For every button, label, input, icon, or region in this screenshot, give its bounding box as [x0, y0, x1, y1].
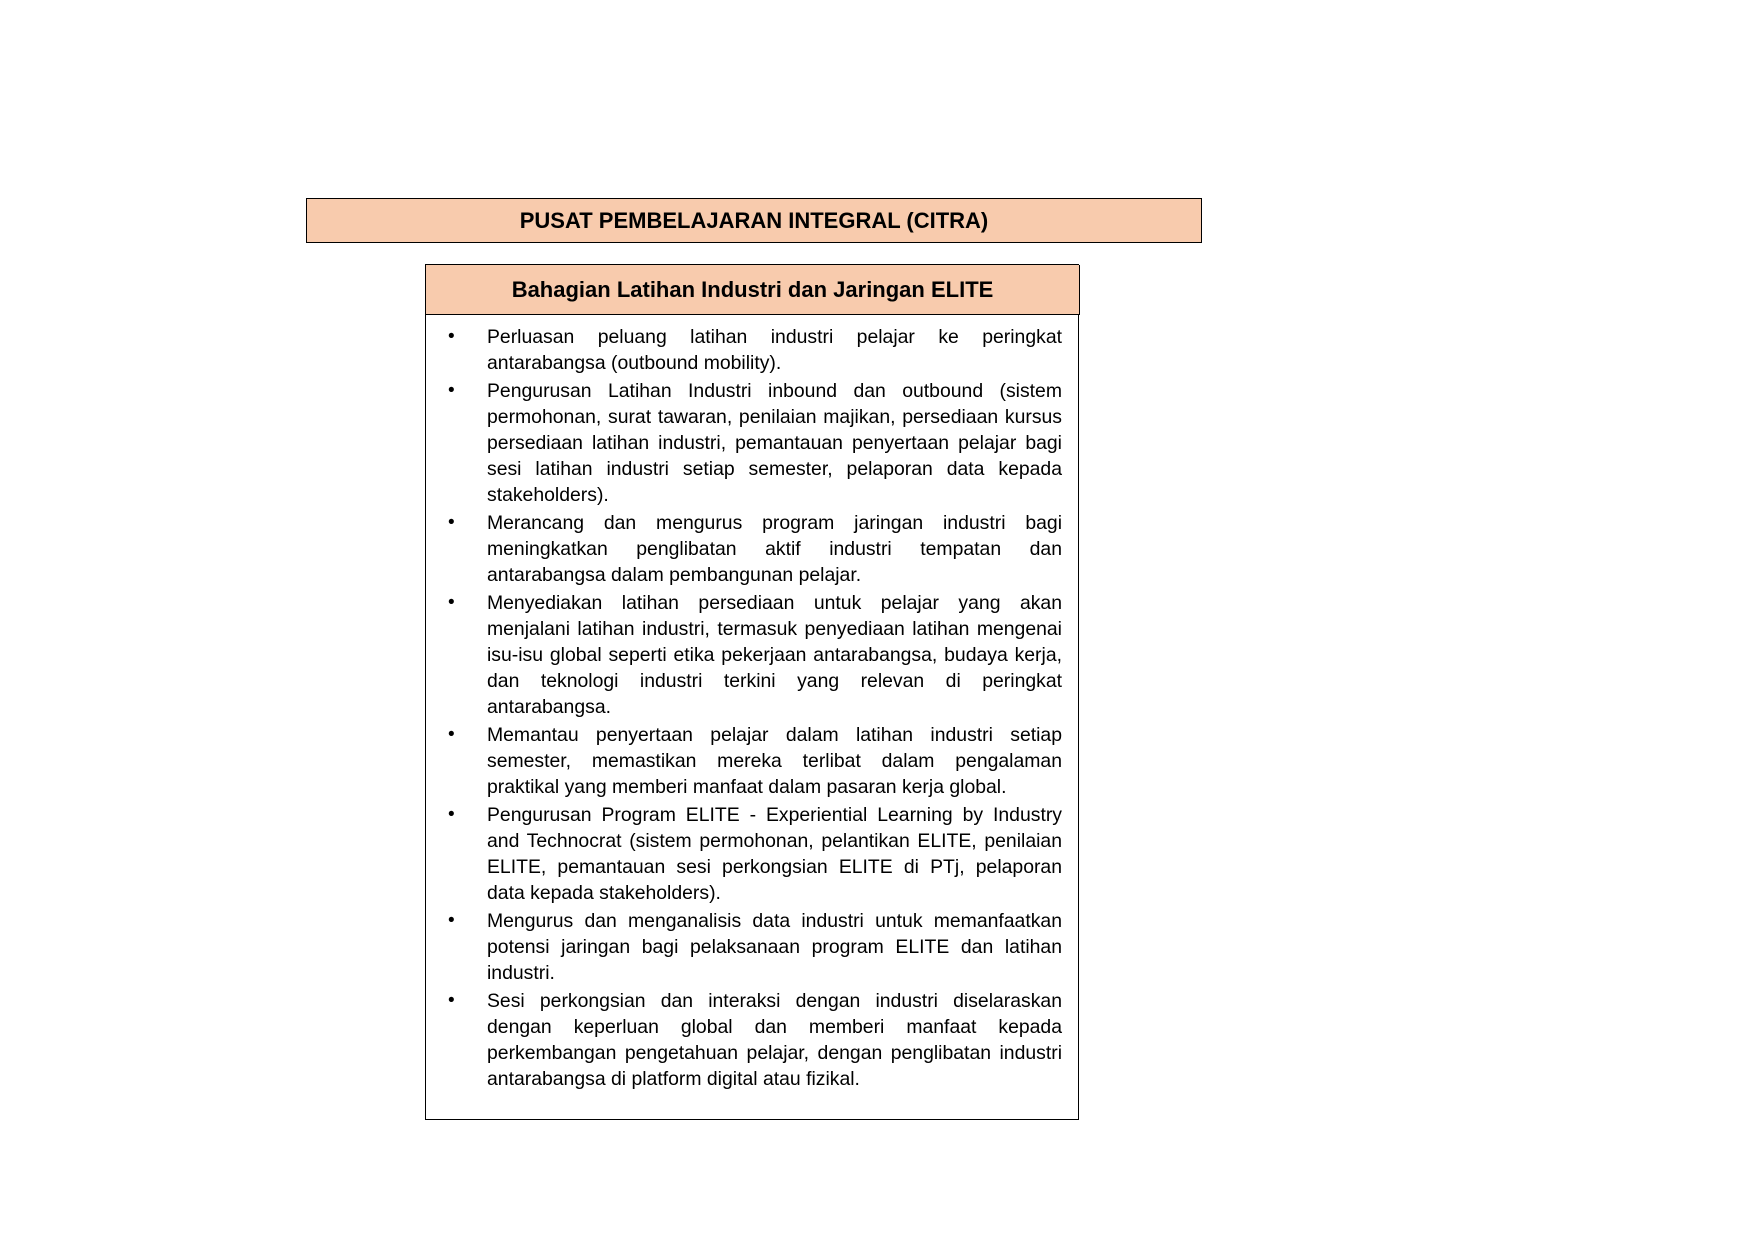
bullet-icon: • [448, 910, 455, 931]
bullet-icon: • [448, 592, 455, 613]
list-item [426, 722, 1062, 800]
section-box [425, 264, 1079, 1120]
list-item [426, 510, 1062, 588]
duty-list [426, 315, 1078, 1092]
list-item [426, 908, 1062, 986]
list-item [426, 324, 1062, 376]
bullet-icon: • [448, 724, 455, 745]
section-header [426, 265, 1080, 315]
bullet-icon: • [448, 512, 455, 533]
bullet-icon: • [448, 380, 455, 401]
list-item-text: Pengurusan Program ELITE - Experiential Learning by Industry and Technocrat (sistem permohonan, pelantikan ELITE, penilaian ELITE, pemantauan sesi perkongsian ELITE di PTj, pelaporan data kepada stakeholders). [487, 804, 1062, 904]
list-item [426, 378, 1062, 508]
bullet-icon: • [448, 326, 455, 347]
list-item [426, 802, 1062, 906]
list-item-text: Sesi perkongsian dan interaksi dengan industri diselaraskan dengan keperluan global dan memberi manfaat kepada perkembangan pengetahuan pelajar, dengan penglibatan industri antarabangsa di platform digital atau fizikal. [487, 990, 1062, 1090]
main-header-title: PUSAT PEMBELAJARAN INTEGRAL (CITRA) [519, 207, 989, 233]
list-item-text: Merancang dan mengurus program jaringan industri bagi meningkatkan penglibatan aktif industri tempatan dan antarabangsa dalam pembangunan pelajar. [487, 512, 1062, 586]
list-item-text: Pengurusan Latihan Industri inbound dan outbound (sistem permohonan, surat tawaran, penilaian majikan, persediaan kursus persediaan latihan industri, pemantauan penyertaan pelajar bagi sesi latihan industri setiap semester, pelaporan data kepada stakeholders). [487, 380, 1062, 506]
main-header [306, 198, 1202, 243]
list-item [426, 988, 1062, 1092]
list-item-text: Menyediakan latihan persediaan untuk pelajar yang akan menjalani latihan industri, termasuk penyediaan latihan mengenai isu-isu global seperti etika pekerjaan antarabangsa, budaya kerja, dan teknologi industri terkini yang relevan di peringkat antarabangsa. [487, 592, 1062, 718]
list-item-text: Memantau penyertaan pelajar dalam latihan industri setiap semester, memastikan mereka terlibat dalam pengalaman praktikal yang memberi manfaat dalam pasaran kerja global. [487, 724, 1062, 798]
bullet-icon: • [448, 804, 455, 825]
section-title: Bahagian Latihan Industri dan Jaringan ELITE [511, 276, 994, 302]
list-item [426, 590, 1062, 720]
bullet-icon: • [448, 990, 455, 1011]
list-item-text: Mengurus dan menganalisis data industri untuk memanfaatkan potensi jaringan bagi pelaksanaan program ELITE dan latihan industri. [487, 910, 1062, 984]
list-item-text: Perluasan peluang latihan industri pelajar ke peringkat antarabangsa (outbound mobility). [487, 326, 1062, 374]
